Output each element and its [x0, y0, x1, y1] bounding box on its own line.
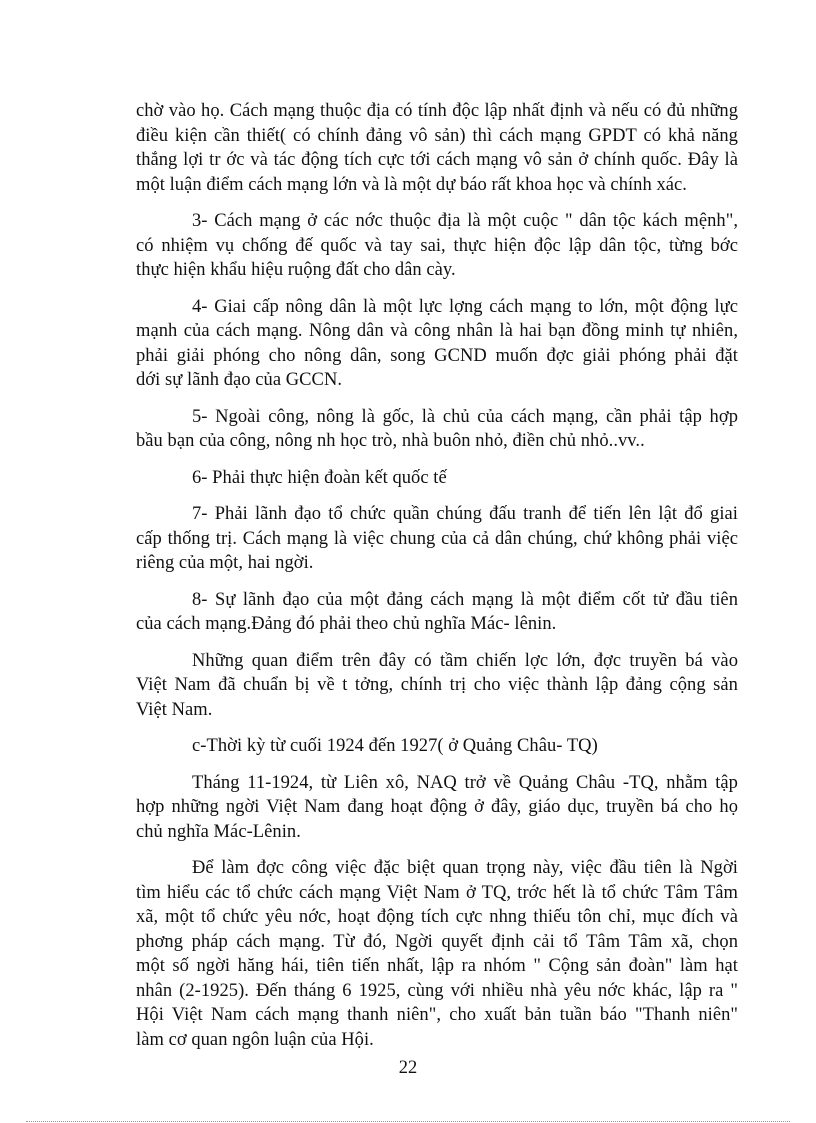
text-line: Hội Việt Nam cách mạng thanh niên", cho xuất bản tuần báo "Thanh niên" — [136, 1005, 738, 1025]
page-bottom-divider — [26, 1121, 790, 1122]
text-line: xã, một tổ chức yêu nớc, hoạt động tích cực nhng thiếu tôn chỉ, mục đích và — [136, 907, 738, 927]
section-heading-c — [136, 734, 738, 759]
paragraph-point-7 — [136, 502, 738, 576]
paragraph-point-3 — [136, 209, 738, 283]
text-line: 4- Giai cấp nông dân là một lực lợng cách mạng to lớn, một động lực — [192, 296, 738, 317]
page-body — [136, 99, 738, 1064]
text-line: cấp thống trị. Cách mạng là việc chung của cả dân chúng, chứ không phải việc — [136, 528, 738, 549]
text-line: chủ nghĩa Mác-Lênin. — [136, 821, 301, 842]
paragraph-point-4 — [136, 295, 738, 393]
text-line: một số ngời hăng hái, tiên tiến nhất, lập ra nhóm " Cộng sản đoàn" làm hạt — [136, 956, 738, 976]
text-line: 5- Ngoài công, nông là gốc, là chủ của cách mạng, cần phải tập hợp — [192, 406, 738, 427]
paragraph-tam-tam-xa — [136, 856, 738, 1052]
text-line: dới sự lãnh đạo của GCCN. — [136, 370, 343, 390]
text-line: nhân (2-1925). Đến tháng 6 1925, cùng với nhiều nhà yêu nớc khác, lập ra " — [136, 980, 738, 1001]
text-line: có nhiệm vụ chống đế quốc và tay sai, thực hiện độc lập dân tộc, từng bớc — [136, 235, 738, 256]
paragraph-1 — [136, 99, 738, 197]
text-line: điều kiện cần thiết( có chính đảng vô sản) thì cách mạng GPDT có khả năng — [136, 125, 738, 146]
text-line: Việt Nam đã chuẩn bị về t tởng, chính trị cho việc thành lập đảng cộng sản — [136, 675, 738, 695]
text-line: Những quan điểm trên đây có tầm chiến lợc lớn, đợc truyền bá vào — [192, 650, 738, 671]
text-line: Tháng 11-1924, từ Liên xô, NAQ trở về Quảng Châu -TQ, nhằm tập — [192, 772, 738, 793]
text-line: Việt Nam. — [136, 699, 213, 720]
text-line: của cách mạng.Đảng đó phải theo chủ nghĩa Mác- lênin. — [136, 614, 557, 634]
text-line: hợp những ngời Việt Nam đang hoạt động ở đây, giáo dục, truyền bá cho họ — [136, 797, 738, 817]
text-line: phơng pháp cách mạng. Từ đó, Ngời quyết định cải tổ Tâm Tâm xã, chọn — [136, 931, 738, 952]
text-line: một luận điểm cách mạng lớn và là một dự báo rất khoa học và chính xác. — [136, 174, 687, 195]
paragraph-point-6 — [136, 466, 738, 491]
paragraph-nov-1924 — [136, 771, 738, 845]
text-line: thắng lợi tr ớc và tác động tích cực tới cách mạng vô sản ở chính quốc. Đây là — [136, 150, 738, 170]
text-line: Để làm đợc công việc đặc biệt quan trọng này, việc đầu tiên là Ngời — [192, 858, 738, 878]
page-number: 22 — [398, 1058, 418, 1078]
paragraph-point-8 — [136, 588, 738, 637]
text-line: chờ vào họ. Cách mạng thuộc địa có tính độc lập nhất định và nếu có đủ những — [136, 101, 738, 121]
text-line: phải giải phóng cho nông dân, song GCND muốn đợc giải phóng phải đặt — [136, 345, 738, 366]
text-line: 3- Cách mạng ở các nớc thuộc địa là một cuộc " dân tộc kách mệnh", — [192, 211, 738, 231]
text-line: tìm hiểu các tổ chức cách mạng Việt Nam ở TQ, trớc hết là tổ chức Tâm Tâm — [136, 882, 738, 903]
text-line: 6- Phải thực hiện đoàn kết quốc tế — [192, 467, 447, 488]
text-line: thực hiện khẩu hiệu ruộng đất cho dân cày. — [136, 260, 456, 280]
text-line: c-Thời kỳ từ cuối 1924 đến 1927( ở Quảng Châu- TQ) — [192, 736, 598, 756]
paragraph-point-5 — [136, 405, 738, 454]
text-line: bầu bạn của công, nông nh học trò, nhà buôn nhỏ, điền chủ nhỏ..vv.. — [136, 431, 645, 451]
text-line: 8- Sự lãnh đạo của một đảng cách mạng là một điểm cốt tử đầu tiên — [192, 589, 738, 610]
text-line: mạnh của cách mạng. Nông dân và công nhân là hai bạn đồng minh tự nhiên, — [136, 321, 738, 341]
text-line: riêng của một, hai ngời. — [136, 553, 314, 573]
text-line: 7- Phải lãnh đạo tổ chức quần chúng đấu tranh để tiến lên lật đổ giai — [192, 504, 738, 524]
text-line: làm cơ quan ngôn luận của Hội. — [136, 1029, 374, 1050]
paragraph-summary — [136, 649, 738, 723]
